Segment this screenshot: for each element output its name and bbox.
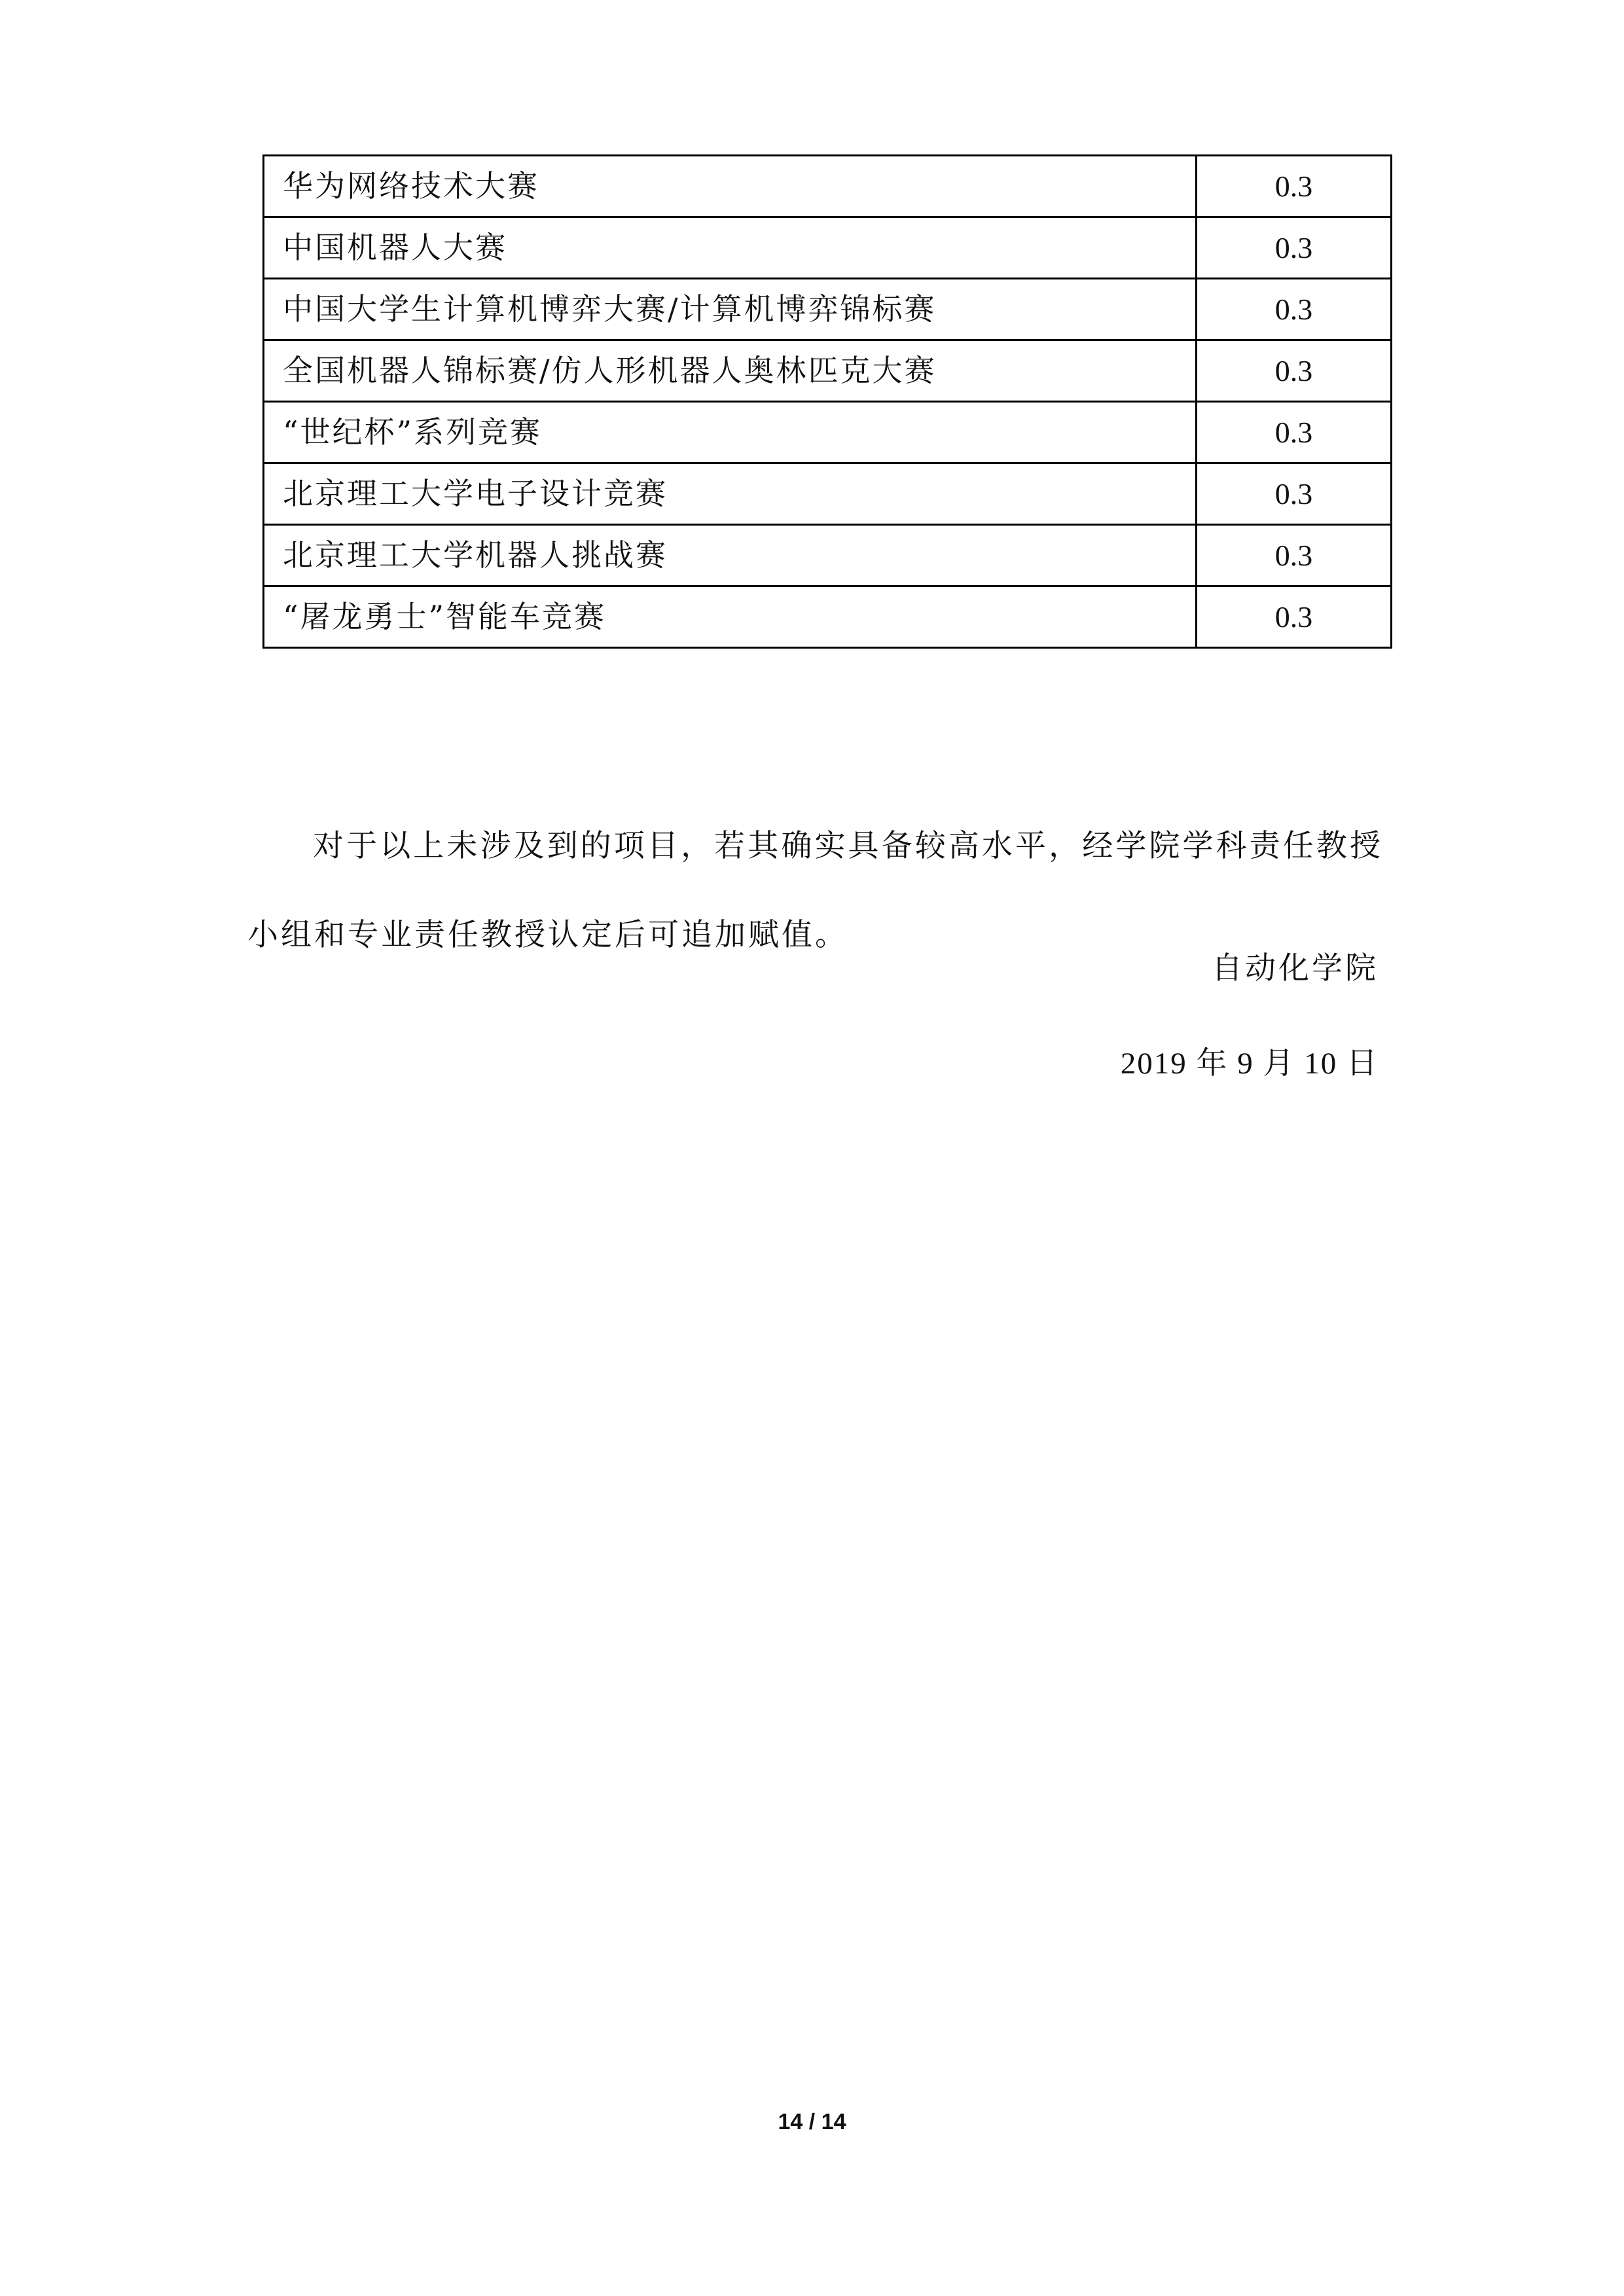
table-row — [264, 586, 1392, 648]
competition-name-cell: 中国大学生计算机博弈大赛/计算机博弈锦标赛 — [264, 279, 1197, 340]
competition-value-cell: 0.3 — [1197, 402, 1392, 463]
competition-name-cell: 中国机器人大赛 — [264, 217, 1197, 279]
competition-value-cell: 0.3 — [1197, 586, 1392, 648]
page-number: 14 / 14 — [778, 2109, 846, 2134]
competition-name-cell: 北京理工大学电子设计竞赛 — [264, 463, 1197, 525]
competition-name-cell: “屠龙勇士”智能车竞赛 — [264, 586, 1197, 648]
competition-value-cell: 0.3 — [1197, 340, 1392, 402]
table-row — [264, 402, 1392, 463]
competition-value-cell: 0.3 — [1197, 156, 1392, 217]
competition-name-cell: 华为网络技术大赛 — [264, 156, 1197, 217]
competition-value-cell: 0.3 — [1197, 217, 1392, 279]
issuer-signature: 自动化学院 — [1212, 950, 1379, 986]
issue-date: 2019 年 9 月 10 日 — [1120, 1047, 1379, 1081]
competition-value-cell: 0.3 — [1197, 279, 1392, 340]
table-row — [264, 217, 1392, 279]
competition-name-cell: 全国机器人锦标赛/仿人形机器人奥林匹克大赛 — [264, 340, 1197, 402]
table-row — [264, 525, 1392, 586]
table-row — [264, 340, 1392, 402]
competition-value-cell: 0.3 — [1197, 463, 1392, 525]
competition-weight-table — [262, 154, 1392, 649]
competition-name-cell: 北京理工大学机器人挑战赛 — [264, 525, 1197, 586]
table-row — [264, 156, 1392, 217]
competition-value-cell: 0.3 — [1197, 525, 1392, 586]
table-row — [264, 279, 1392, 340]
competition-name-cell: “世纪杯”系列竞赛 — [264, 402, 1197, 463]
table-row — [264, 463, 1392, 525]
supplementary-note-paragraph: 对于以上未涉及到的项目，若其确实具备较高水平，经学院学科责任教授小组和专业责任教授认定后可追加赋值。 — [247, 828, 1383, 953]
